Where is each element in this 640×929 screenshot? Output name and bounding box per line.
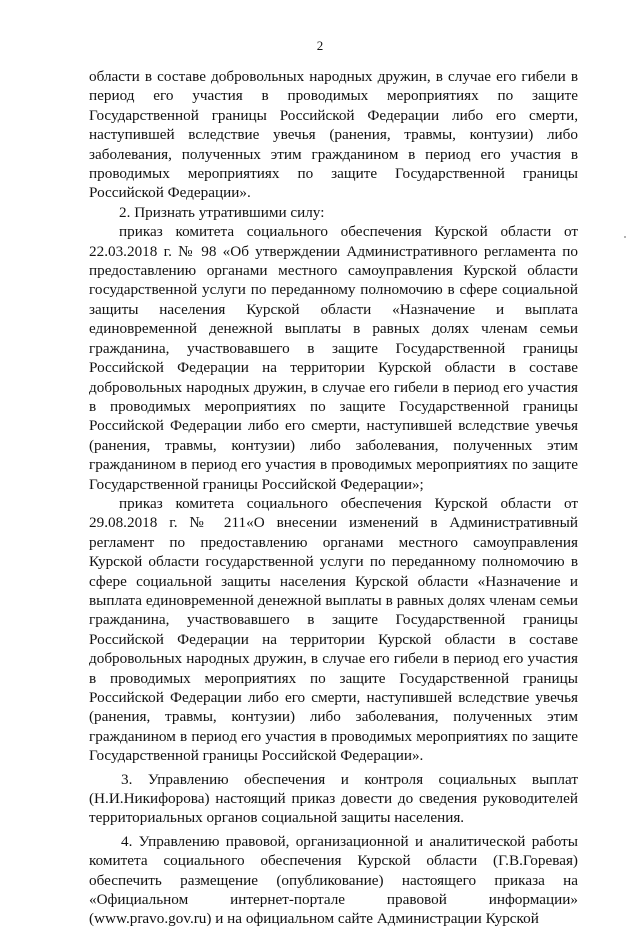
paragraph-item-3: 3. Управлению обеспечения и контроля социальных выплат (Н.И.Никифорова) настоящий приказ довести до сведения руководителей территориальных органов социальной защиты населения. (89, 770, 578, 827)
page-number: 2 (316, 38, 324, 53)
document-body (89, 67, 578, 929)
paragraph-continuation: области в составе добровольных народных дружин, в случае его гибели в период его участия в проводимых мероприятиях по защите Государственной границы Российской Федерации либо его смерти, наступившей вследствие увечья (ранения, травмы, контузии) либо заболевания, полученных этим гражданином в период его участия в проводимых мероприятиях по защите Государственной границы Российской Федерации». (89, 68, 578, 202)
paragraph-item-4: 4. Управлению правовой, организационной и аналитической работы комитета социального обеспечения Курской области (Г.В.Горевая) обеспечить размещение (опубликование) настоящего приказа на «Официальном интернет-портале правовой информации» (www.pravo.gov.ru) и на официальном сайте Администрации Курской (89, 832, 578, 928)
paragraph-order-98: приказ комитета социального обеспечения Курской области от 22.03.2018 г. № 98 «Об утверждении Административного регламента по предоставлению органами местного самоуправления Курской области государственной услуги по переданному полномочию в сфере социальной защиты населения Курской области «Назначение и выплата единовременной денежной выплаты в равных долях членам семьи гражданина, участвовавшего в защите Государственной границы Российской Федерации на территории Курской области в составе добровольных народных дружин, в случае его гибели в период его участия в проводимых мероприятиях по защите Государственной границы Российской Федерации либо его смерти, наступившей вследствие увечья (ранения, травмы, контузии) либо заболевания, полученных этим гражданином в период его участия в проводимых мероприятиях по защите Государственной границы Российской Федерации»; (89, 223, 578, 493)
paragraph-order-211: приказ комитета социального обеспечения Курской области от 29.08.2018 г. № 211«О внесении изменений в Административный регламент по предоставлению органами местного самоуправления Курской области государственной услуги по переданному полномочию в сфере социальной защиты населения Курской области «Назначение и выплата единовременной денежной выплаты в равных долях членам семьи гражданина, участвовавшего в защите Государственной границы Российской Федерации на территории Курской области в составе добровольных народных дружин, в случае его гибели в период его участия в проводимых мероприятиях по защите Государственной границы Российской Федерации либо его смерти, наступившей вследствие увечья (ранения, травмы, контузии) либо заболевания, полученных этим гражданином в период его участия в проводимых мероприятиях по защите Государственной границы Российской Федерации». (89, 494, 578, 765)
scan-speck (624, 236, 626, 238)
paragraph-item-2: 2. Признать утратившими силу: (119, 203, 325, 221)
